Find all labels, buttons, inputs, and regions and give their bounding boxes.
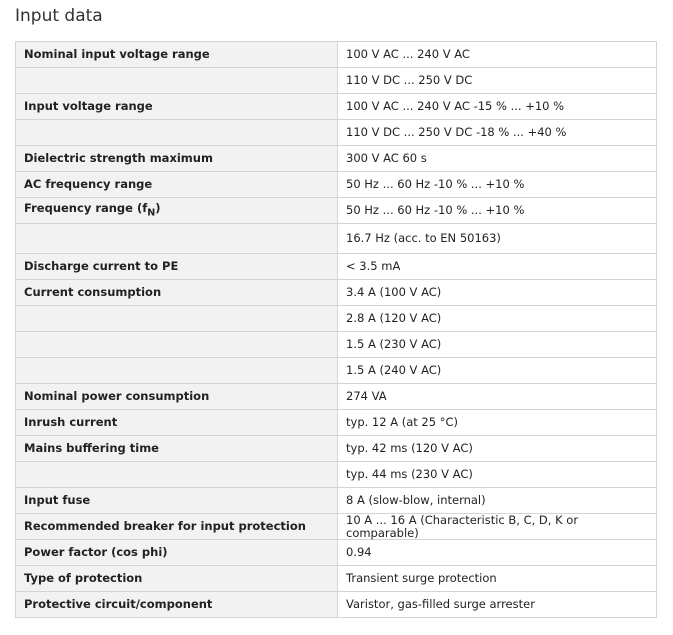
row-label: Input fuse (16, 488, 338, 514)
row-label: Dielectric strength maximum (16, 146, 338, 172)
row-label (16, 198, 338, 224)
row-label: Nominal power consumption (16, 384, 338, 410)
table-row (16, 198, 657, 224)
row-value: Transient surge protection (338, 566, 657, 592)
row-label: Protective circuit/component (16, 592, 338, 618)
table-row (16, 280, 657, 306)
row-value: typ. 12 A (at 25 °C) (338, 410, 657, 436)
row-label: Power factor (cos phi) (16, 540, 338, 566)
table-row (16, 384, 657, 410)
table-row (16, 488, 657, 514)
row-value: 274 VA (338, 384, 657, 410)
input-data-table (15, 41, 657, 618)
row-value: 100 V AC ... 240 V AC (338, 42, 657, 68)
row-label (16, 224, 338, 254)
row-value: 0.94 (338, 540, 657, 566)
row-value: 10 A ... 16 A (Characteristic B, C, D, K or comparable) (338, 514, 657, 540)
table-row (16, 120, 657, 146)
row-label (16, 462, 338, 488)
table-row (16, 410, 657, 436)
table-row (16, 224, 657, 254)
row-value: < 3.5 mA (338, 254, 657, 280)
row-value: 1.5 A (240 V AC) (338, 358, 657, 384)
row-label: AC frequency range (16, 172, 338, 198)
row-label: Type of protection (16, 566, 338, 592)
row-label-suffix: ) (155, 201, 161, 216)
row-label: Discharge current to PE (16, 254, 338, 280)
row-value: typ. 42 ms (120 V AC) (338, 436, 657, 462)
row-label: Mains buffering time (16, 436, 338, 462)
row-label (16, 68, 338, 94)
table-row (16, 94, 657, 120)
row-label: Recommended breaker for input protection (16, 514, 338, 540)
table-row (16, 592, 657, 618)
row-label (16, 358, 338, 384)
row-value: 3.4 A (100 V AC) (338, 280, 657, 306)
row-label (16, 120, 338, 146)
table-row (16, 436, 657, 462)
row-label: Input voltage range (16, 94, 338, 120)
row-value: 100 V AC ... 240 V AC -15 % ... +10 % (338, 94, 657, 120)
table-row (16, 462, 657, 488)
row-value: 110 V DC ... 250 V DC -18 % ... +40 % (338, 120, 657, 146)
row-value: 50 Hz ... 60 Hz -10 % ... +10 % (338, 198, 657, 224)
row-value: 16.7 Hz (acc. to EN 50163) (338, 224, 657, 254)
row-value: 2.8 A (120 V AC) (338, 306, 657, 332)
table-row (16, 332, 657, 358)
table-row (16, 146, 657, 172)
row-label-subscript: N (147, 207, 156, 219)
row-label: Nominal input voltage range (16, 42, 338, 68)
row-value: Varistor, gas-filled surge arrester (338, 592, 657, 618)
row-label (16, 306, 338, 332)
table-row (16, 566, 657, 592)
row-value: 300 V AC 60 s (338, 146, 657, 172)
row-value: 50 Hz ... 60 Hz -10 % ... +10 % (338, 172, 657, 198)
row-label: Inrush current (16, 410, 338, 436)
row-value: typ. 44 ms (230 V AC) (338, 462, 657, 488)
row-label (16, 332, 338, 358)
row-label: Current consumption (16, 280, 338, 306)
table-row (16, 42, 657, 68)
row-label-text: Frequency range (f (24, 201, 148, 216)
table-row (16, 306, 657, 332)
row-value: 8 A (slow-blow, internal) (338, 488, 657, 514)
table-row (16, 172, 657, 198)
table-row (16, 514, 657, 540)
row-value: 1.5 A (230 V AC) (338, 332, 657, 358)
table-row (16, 68, 657, 94)
row-value: 110 V DC ... 250 V DC (338, 68, 657, 94)
table-row (16, 254, 657, 280)
table-row (16, 358, 657, 384)
section-title: Input data (15, 6, 103, 26)
table-row (16, 540, 657, 566)
